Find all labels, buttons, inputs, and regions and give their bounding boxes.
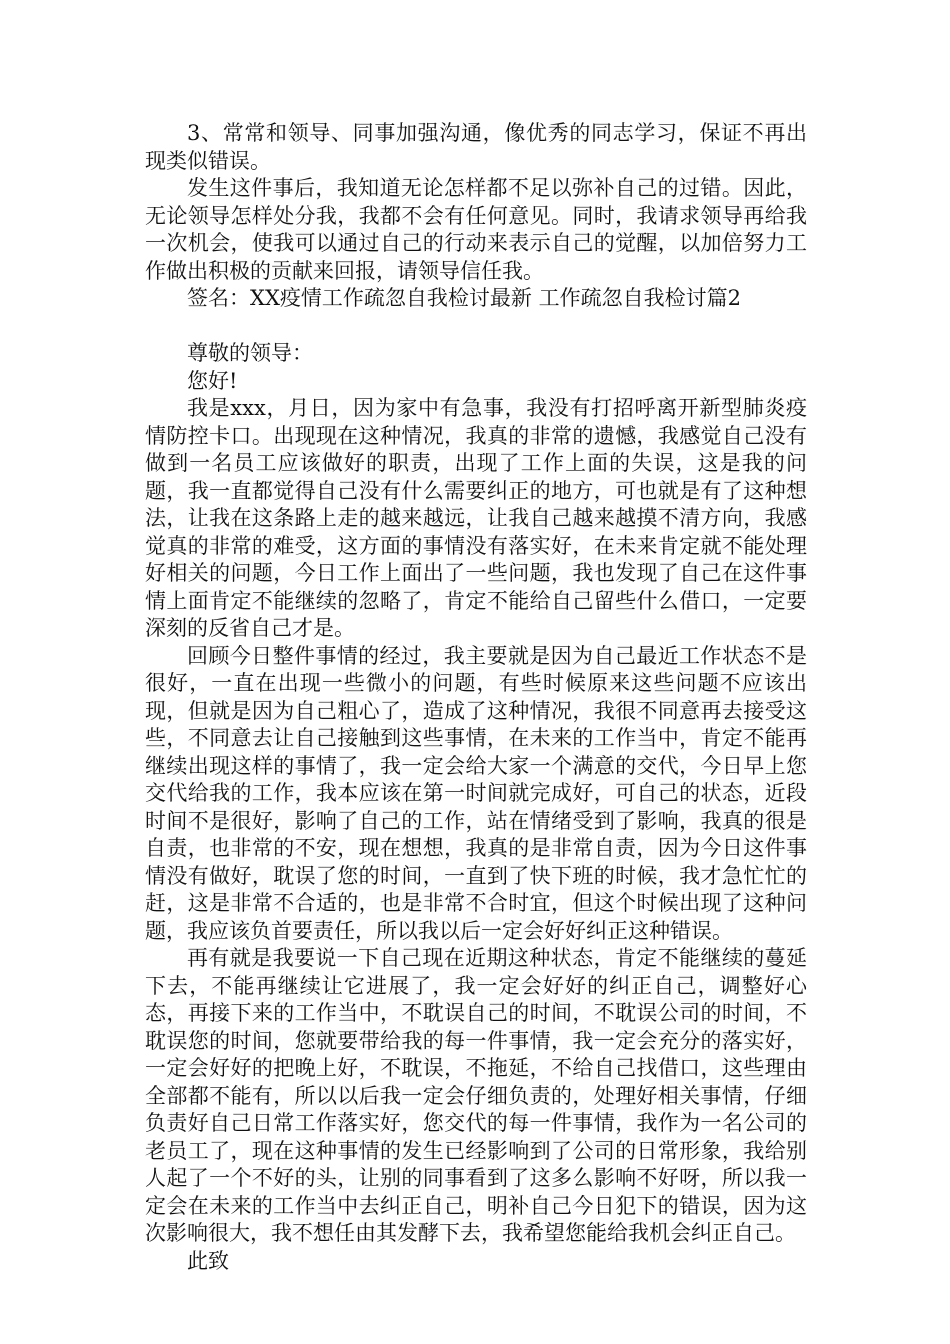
paragraph-item-3: 3、常常和领导、同事加强沟通，像优秀的同志学习，保证不再出现类似错误。 [145, 121, 807, 173]
signature-line: 签名：XX疫情工作疏忽自我检讨最新 工作疏忽自我检讨篇2 [187, 286, 741, 310]
body-paragraph-3: 再有就是我要说一下自己现在近期这种状态，肯定不能继续的蔓延下去，不能再继续让它进展了，我一定会好好的纠正自己，调整好心态，再接下来的工作当中，不耽误自己的时间，不耽误公司的时间，不耽误您的时间，您就要带给我的每一件事情，我一定会充分的落实好，一定会好好的把晚上好，不耽误，不拖延，不给自己找借口，这些理由全部都不能有，所以以后我一定会仔细负责的，处理好相关事情，仔细负责好自己日常工作落实好，您交代的每一件事情，我作为一名公司的老员工了，现在这种事情的发生已经影响到了公司的日常形象，我给别人起了一个不好的头，让别的同事看到了这多么影响不好呀，所以我一定会在未来的工作当中去纠正自己，明补自己今日犯下的错误，因为这次影响很大，我不想任由其发酵下去，我希望您能给我机会纠正自己。 [145, 946, 807, 1245]
greeting: 您好! [187, 368, 238, 393]
closing: 此致 [187, 1248, 229, 1273]
salutation: 尊敬的领导： [187, 341, 313, 365]
body-paragraph-2: 回顾今日整件事情的经过，我主要就是因为自己最近工作状态不是很好，一直在出现一些微小的问题，有些时候原来这些问题不应该出现，但就是因为自己粗心了，造成了这种情况，我很不同意再去接受这些，不同意去让自己接触到这些事情，在未来的工作当中，肯定不能再继续出现这样的事情了，我一定会给大家一个满意的交代，今日早上您交代给我的工作，我本应该在第一时间就完成好，可自己的状态，近段时间不是很好，影响了自己的工作，站在情绪受到了影响，我真的很是自责，也非常的不安，现在想想，我真的是非常自责，因为今日这件事情没有做好，耽误了您的时间，一直到了快下班的时候，我才急忙忙的赶，这是非常不合适的，也是非常不合时宜，但这个时候出现了这种问题，我应该负首要责任，所以我以后一定会好好纠正这种错误。 [145, 643, 807, 943]
paragraph-apology: 发生这件事后，我知道无论怎样都不足以弥补自己的过错。因此，无论领导怎样处分我，我都不会有任何意见。同时，我请求领导再给我一次机会，使我可以通过自己的行动来表示自己的觉醒，以加倍努力工作做出积极的贡献来回报，请领导信任我。 [145, 176, 807, 283]
document-page [145, 120, 807, 1275]
body-paragraph-1: 我是xxx，月日，因为家中有急事，我没有打招呼离开新型肺炎疫情防控卡口。出现现在这种情况，我真的非常的遗憾，我感觉自己没有做到一名员工应该做好的职责，出现了工作上面的失误，这是我的问题，我一直都觉得自己没有什么需要纠正的地方，可也就是有了这种想法，让我在这条路上走的越来越远，让我自己越来越摸不清方向，我感觉真的非常的难受，这方面的事情没有落实好，在未来肯定就不能处理好相关的问题，今日工作上面出了一些问题，我也发现了自己在这件事情上面肯定不能继续的忽略了，肯定不能给自己留些什么借口，一定要深刻的反省自己才是。 [145, 396, 807, 640]
